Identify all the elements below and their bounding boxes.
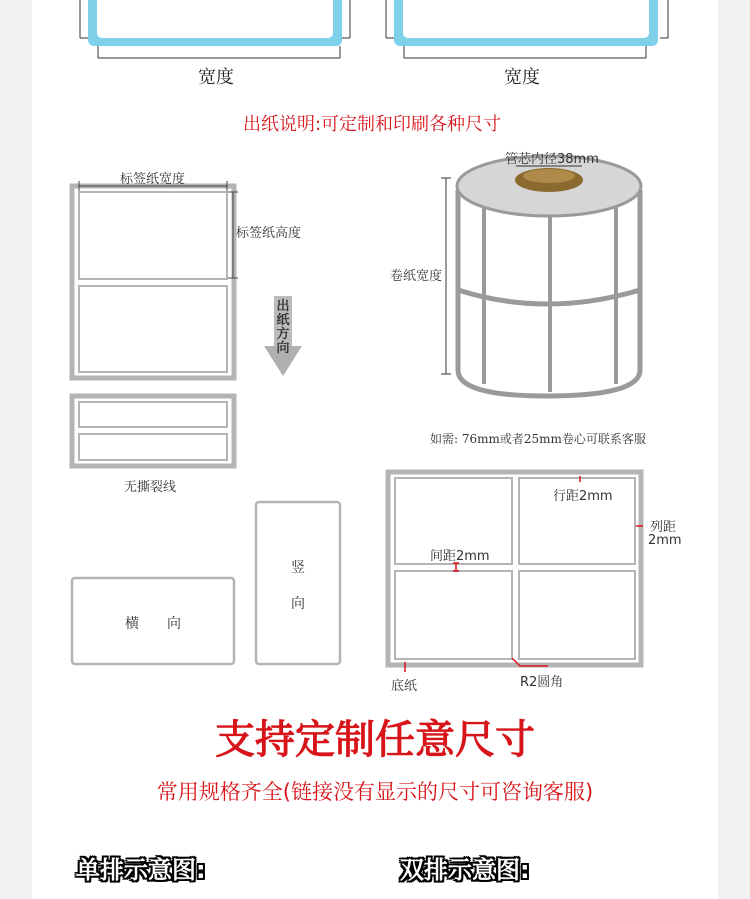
col-gap-text-1: 列距 — [650, 520, 677, 535]
right-width-label: 宽度 — [504, 67, 540, 88]
right-label-inner — [403, 0, 649, 38]
direction-char: 纸 — [276, 313, 290, 328]
direction-char: 方 — [276, 327, 290, 342]
grid-label-4 — [519, 571, 635, 659]
paper-note: 出纸说明:可定制和印刷各种尺寸 — [242, 114, 502, 135]
vertical-text-bottom: 向 — [291, 596, 305, 612]
row-gap-text: 行距2mm — [553, 489, 613, 504]
no-tear-label-2 — [79, 434, 227, 460]
col-gap-text-2: 2mm — [648, 533, 682, 548]
no-tear-label-1 — [79, 402, 227, 427]
left-width-label: 宽度 — [198, 67, 234, 88]
direction-char: 向 — [276, 341, 290, 356]
label-width-text: 标签纸宽度 — [120, 172, 186, 187]
double-row-title: 双排示意图: — [400, 856, 530, 884]
label-top — [79, 192, 227, 279]
vertical-text-top: 竖 — [291, 560, 305, 576]
headline: 支持定制任意尺寸 — [215, 717, 535, 763]
no-tear-text: 无撕裂线 — [124, 480, 177, 495]
corner-radius-text: R2圆角 — [520, 675, 564, 690]
left-label-inner — [97, 0, 333, 38]
direction-char: 出 — [276, 299, 290, 314]
horizontal-text: 横 向 — [125, 616, 181, 632]
backing-text: 底纸 — [391, 679, 418, 694]
label-height-text: 标签纸高度 — [236, 226, 302, 241]
core-diameter-text: 管芯内径38mm — [505, 152, 599, 167]
subline: 常用规格齐全(链接没有显示的尺寸可咨询客服) — [156, 780, 594, 804]
label-bottom — [79, 286, 227, 372]
grid-label-3 — [395, 571, 512, 659]
spacing-text: 间距2mm — [430, 549, 490, 564]
vertical-label — [256, 502, 340, 664]
roll-width-text: 卷纸宽度 — [390, 269, 443, 284]
direction-text — [275, 300, 291, 356]
single-row-title: 单排示意图: — [76, 856, 206, 884]
core-options-note: 如需: 76mm或者25mm卷心可联系客服 — [430, 432, 646, 446]
